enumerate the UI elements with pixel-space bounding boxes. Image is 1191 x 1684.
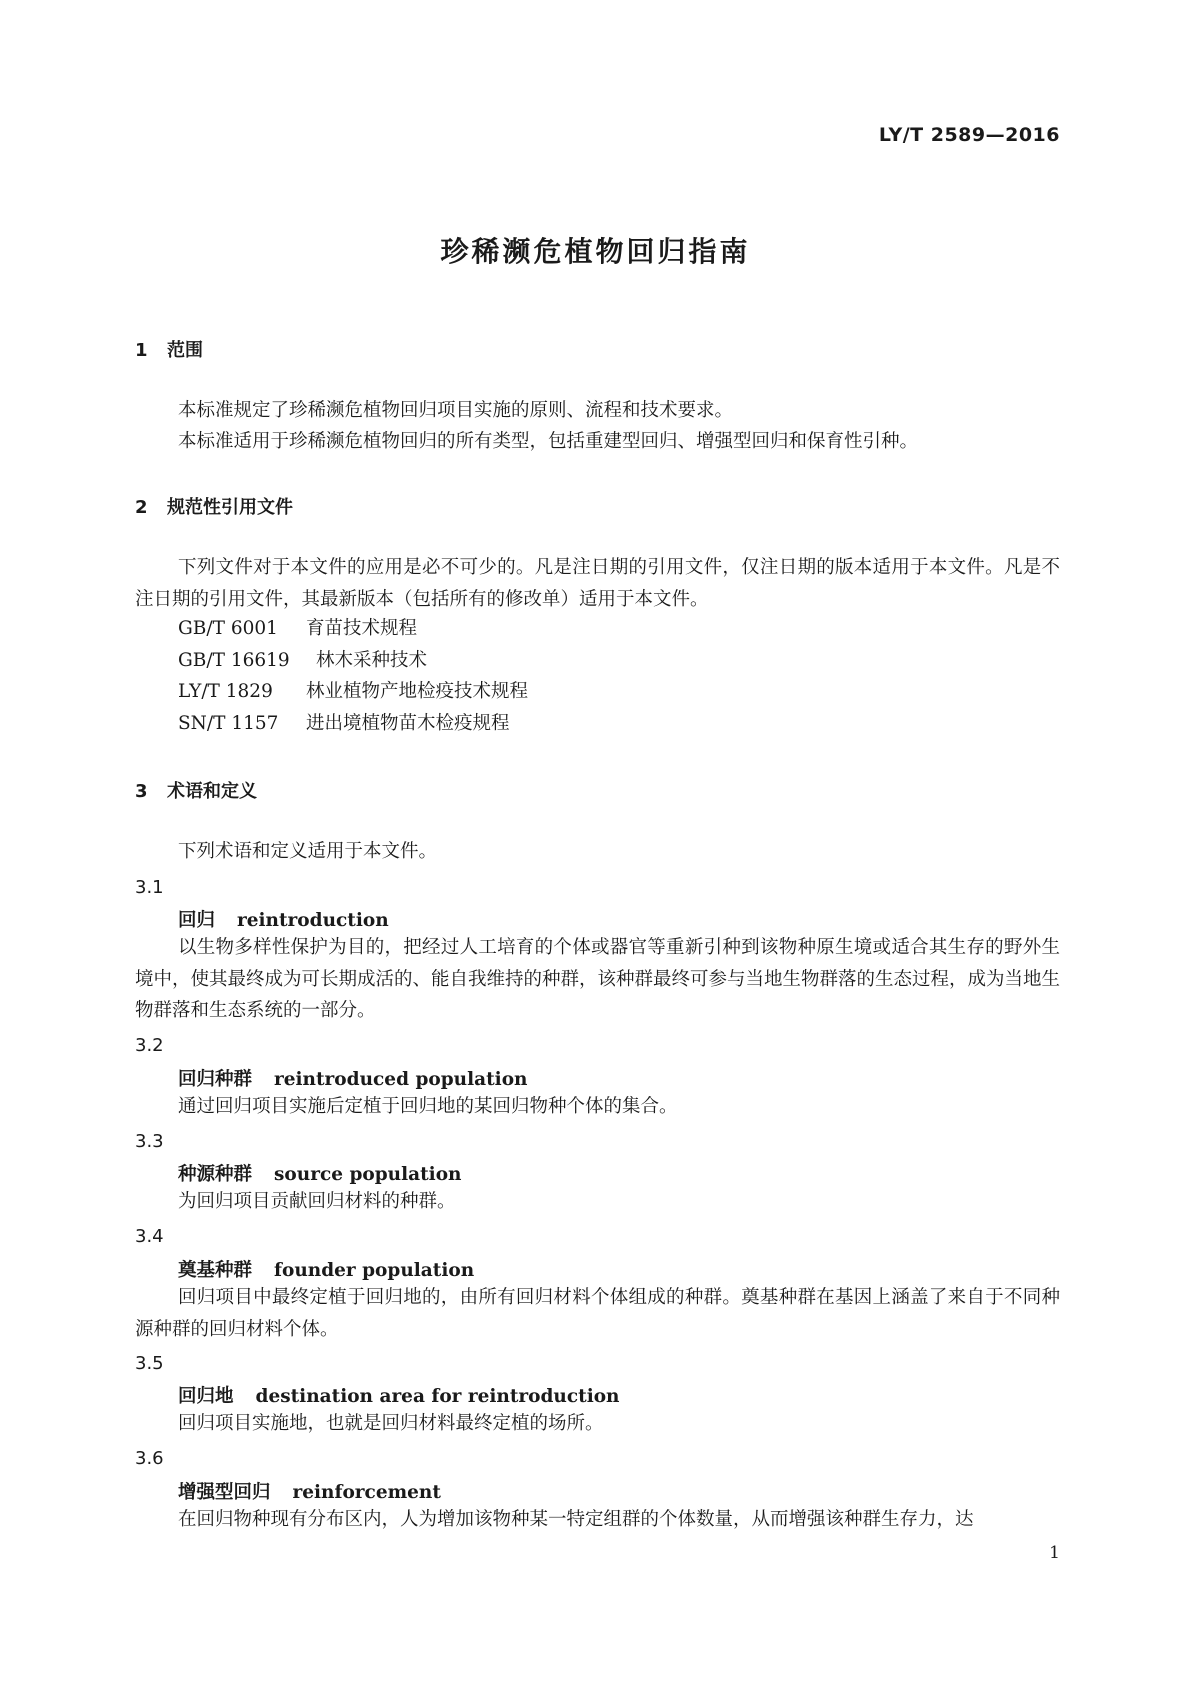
term-number: 3.1 <box>135 877 164 898</box>
term-number: 3.4 <box>135 1226 164 1247</box>
term-heading <box>178 1478 441 1504</box>
term-chinese: 回归 <box>178 910 216 931</box>
term-heading <box>178 906 389 932</box>
section-2-intro: 下列文件对于本文件的应用是必不可少的。凡是注日期的引用文件，仅注日期的版本适用于本文件。凡是不注日期的引用文件，其最新版本（包括所有的修改单）适用于本文件。 <box>135 557 1060 610</box>
reference-item <box>178 709 510 735</box>
standard-code: LY/T 2589—2016 <box>878 124 1060 146</box>
term-english: destination area for reintroduction <box>255 1386 620 1407</box>
term-definition: 回归项目中最终定植于回归地的，由所有回归材料个体组成的种群。奠基种群在基因上涵盖了来自于不同种源种群的回归材料个体。 <box>135 1287 1060 1340</box>
term-definition: 回归项目实施地，也就是回归材料最终定植的场所。 <box>178 1413 604 1434</box>
term-heading <box>178 1256 474 1282</box>
term-chinese: 增强型回归 <box>178 1482 271 1503</box>
term-heading <box>178 1160 461 1186</box>
term-english: source population <box>274 1164 462 1185</box>
page-number: 1 <box>1049 1543 1060 1563</box>
term-number: 3.3 <box>135 1131 164 1152</box>
reference-code: GB/T 16619 <box>178 650 290 671</box>
term-number: 3.5 <box>135 1353 164 1374</box>
term-number: 3.2 <box>135 1035 164 1056</box>
term-definition: 为回归项目贡献回归材料的种群。 <box>178 1191 456 1212</box>
section-3-heading <box>135 777 257 803</box>
section-title: 范围 <box>167 340 203 361</box>
section-title: 术语和定义 <box>167 781 257 802</box>
term-english: reinforcement <box>292 1482 441 1503</box>
term-number: 3.6 <box>135 1448 164 1469</box>
reference-title: 育苗技术规程 <box>306 618 418 639</box>
reference-code: SN/T 1157 <box>178 713 279 734</box>
term-definition: 以生物多样性保护为目的，把经过人工培育的个体或器官等重新引种到该物种原生境或适合其生存的野外生境中，使其最终成为可长期成活的、能自我维持的种群，该种群最终可参与当地生物群落的生态过程，成为当地生物群落和生态系统的一部分。 <box>135 937 1061 1021</box>
section-1-heading <box>135 336 203 362</box>
reference-title: 林业植物产地检疫技术规程 <box>306 681 529 702</box>
term-chinese: 奠基种群 <box>178 1260 253 1281</box>
section-2-heading <box>135 493 293 519</box>
term-heading <box>178 1382 620 1408</box>
section-title: 规范性引用文件 <box>167 497 293 518</box>
reference-item <box>178 677 528 703</box>
reference-item <box>178 646 427 672</box>
section-number: 3 <box>135 781 148 802</box>
term-english: founder population <box>274 1260 475 1281</box>
reference-code: GB/T 6001 <box>178 618 278 639</box>
term-english: reintroduced population <box>274 1069 528 1090</box>
reference-title: 进出境植物苗木检疫规程 <box>306 713 510 734</box>
document-title: 珍稀濒危植物回归指南 <box>440 235 751 268</box>
reference-code: LY/T 1829 <box>178 681 273 702</box>
reference-item <box>178 614 417 640</box>
section-number: 1 <box>135 340 148 361</box>
section-number: 2 <box>135 497 148 518</box>
section-1-paragraph-1: 本标准规定了珍稀濒危植物回归项目实施的原则、流程和技术要求。 <box>178 400 734 421</box>
section-3-intro: 下列术语和定义适用于本文件。 <box>178 841 438 862</box>
term-definition: 在回归物种现有分布区内，人为增加该物种某一特定组群的个体数量，从而增强该种群生存力，达 <box>178 1509 974 1530</box>
term-english: reintroduction <box>237 910 389 931</box>
section-1-paragraph-2: 本标准适用于珍稀濒危植物回归的所有类型，包括重建型回归、增强型回归和保育性引种。 <box>178 431 919 452</box>
term-definition: 通过回归项目实施后定植于回归地的某回归物种个体的集合。 <box>178 1096 678 1117</box>
term-heading <box>178 1065 527 1091</box>
term-chinese: 回归种群 <box>178 1069 253 1090</box>
reference-title: 林木采种技术 <box>316 650 428 671</box>
term-chinese: 种源种群 <box>178 1164 253 1185</box>
term-chinese: 回归地 <box>178 1386 234 1407</box>
